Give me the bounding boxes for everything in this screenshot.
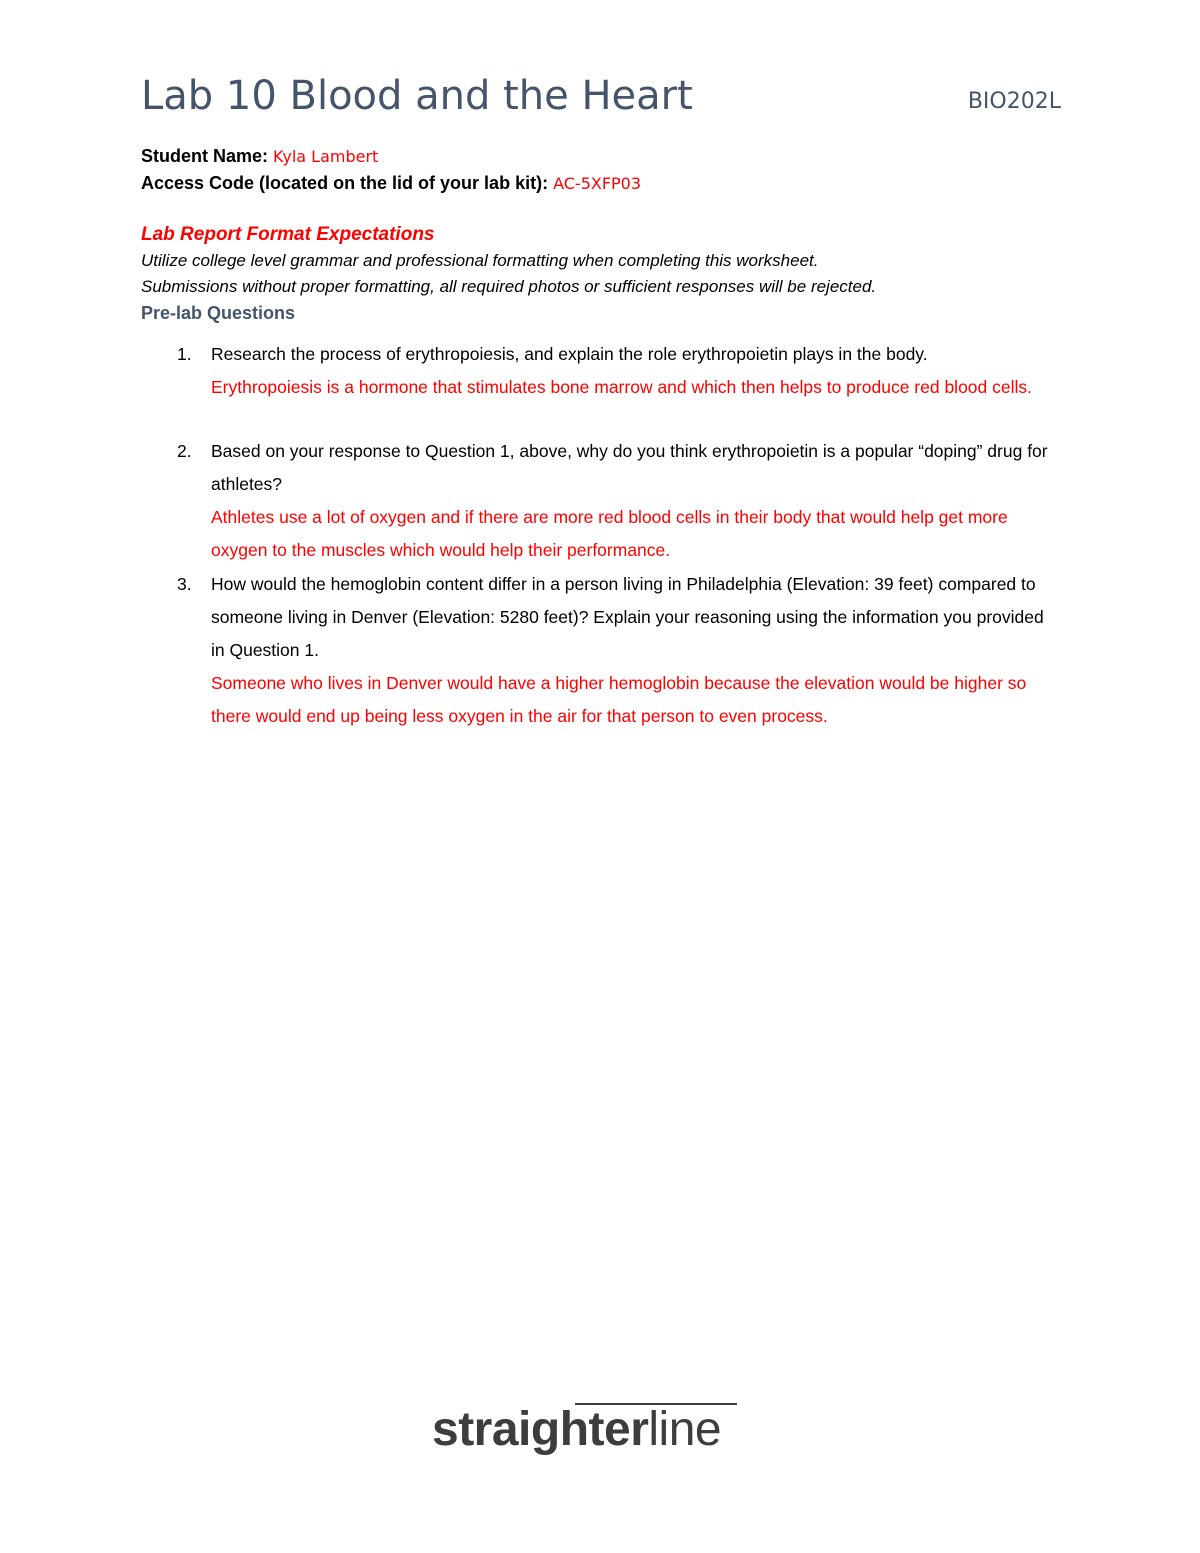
prelab-question-list bbox=[141, 338, 1061, 733]
document-header bbox=[141, 72, 1061, 132]
student-name-value: Kyla Lambert bbox=[273, 147, 379, 166]
logo-wordmark bbox=[432, 1398, 721, 1462]
question-item bbox=[141, 568, 1061, 733]
access-code-value: AC-5XFP03 bbox=[553, 174, 642, 193]
expectations-line-1: Utilize college level grammar and professional formatting when completing this worksheet. bbox=[141, 251, 819, 270]
access-code-label: Access Code (located on the lid of your lab kit): bbox=[141, 173, 549, 193]
question-item bbox=[141, 435, 1061, 567]
question-text: How would the hemoglobin content differ in a person living in Philadelphia (Elevation: 39 feet) compared to someone living in Denver (Elevation: 5280 feet)? Explain your reasoning using the information you provided in Question 1. bbox=[211, 574, 1044, 660]
question-text: Based on your response to Question 1, above, why do you think erythropoietin is a popular “doping” drug for athletes? bbox=[211, 441, 1048, 494]
expectations-line-2: Submissions without proper formatting, all required photos or sufficient responses will be rejected. bbox=[141, 277, 877, 296]
lab-title: Lab 10 Blood and the Heart bbox=[141, 73, 693, 119]
student-name-line bbox=[141, 143, 1061, 170]
format-expectations bbox=[141, 222, 1061, 326]
logo-bold-part: straighter bbox=[432, 1403, 649, 1456]
question-item bbox=[141, 338, 1061, 404]
prelab-heading: Pre-lab Questions bbox=[141, 303, 296, 323]
question-number: 2. bbox=[177, 441, 192, 461]
straighterline-logo bbox=[432, 1398, 762, 1462]
answer-text: Someone who lives in Denver would have a higher hemoglobin because the elevation would be higher so there would end up being less oxygen in the air for that person to even process. bbox=[211, 673, 1027, 726]
answer-text: Athletes use a lot of oxygen and if there are more red blood cells in their body that would help get more oxygen to the muscles which would help their performance. bbox=[211, 507, 1008, 560]
question-number: 3. bbox=[177, 574, 192, 594]
answer-text: Erythropoiesis is a hormone that stimulates bone marrow and which then helps to produce red blood cells. bbox=[211, 377, 1032, 397]
expectations-title: Lab Report Format Expectations bbox=[141, 224, 435, 245]
question-text: Research the process of erythropoiesis, and explain the role erythropoietin plays in the body. bbox=[211, 344, 928, 364]
access-code-line bbox=[141, 170, 1061, 197]
logo-light-part: line bbox=[648, 1403, 722, 1456]
student-info bbox=[141, 143, 1061, 197]
question-number: 1. bbox=[177, 344, 192, 364]
course-code: BIO202L bbox=[967, 89, 1061, 114]
student-name-label: Student Name: bbox=[141, 146, 269, 166]
